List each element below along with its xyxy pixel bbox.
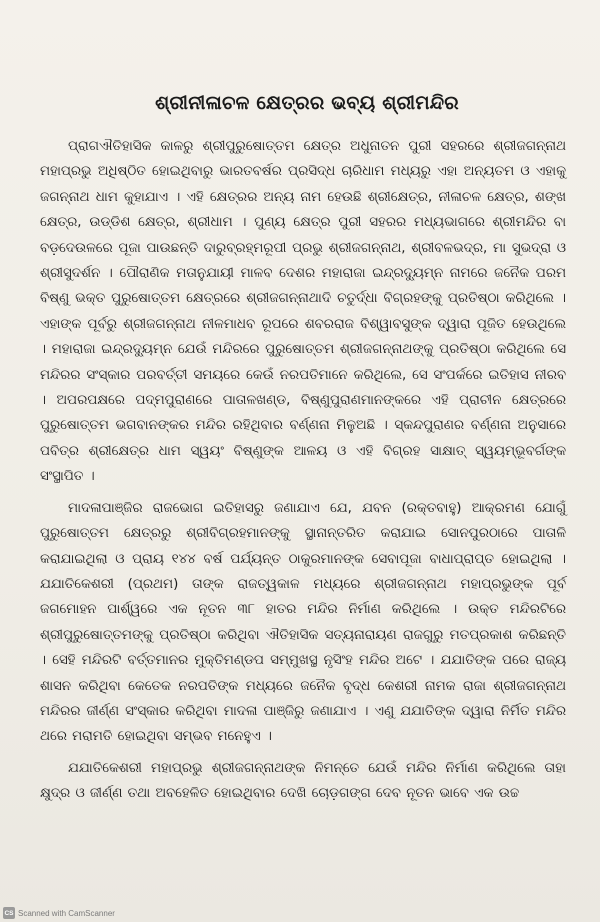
paragraph-3: ଯଯାତିକେଶରୀ ମହାପ୍ରଭୁ ଶ୍ରୀଜଗନ୍ନାଥଙ୍କ ନିମନ୍ତେ ଯେଉଁ ମନ୍ଦିର ନିର୍ମାଣ କରିଥିଲେ ତାହା କ୍ଷୁଦ୍ର ଓ ଜୀର୍ଣ୍ଣ ତଥା ଅବହେଳିତ ହୋଇଥିବାର ଦେଖି ଚୋଡ଼ଗଙ୍ଗ ଦେବ ନୂତନ ଭାବେ ଏକ ଉଚ୍ଚ [40, 760, 566, 802]
scanner-watermark-text: Scanned with CamScanner [18, 908, 115, 918]
scanner-watermark [3, 907, 115, 919]
paragraph-1: ପ୍ରାଗଐତିହାସିକ କାଳରୁ ଶ୍ରୀପୁରୁଷୋତ୍ତମ କ୍ଷେତ୍ର ଅଧୁନାତନ ପୁରୀ ସହରରେ ଶ୍ରୀଜଗନ୍ନାଥ ମହାପ୍ରଭୁ ଅଧିଷ୍ଠିତ ହୋଇଥିବାରୁ ଭାରତବର୍ଷର ପ୍ରସିଦ୍ଧ ଚାରିଧାମ ମଧ୍ୟରୁ ଏହା ଅନ୍ୟତମ ଓ ଏହାକୁ ଜଗନ୍ନାଥ ଧାମ କୁହାଯାଏ । ଏହି କ୍ଷେତ୍ରର ଅନ୍ୟ ନାମ ହେଉଛି ଶ୍ରୀକ୍ଷେତ୍ର, ନୀଳାଚଳ କ୍ଷେତ୍ର, ଶଙ୍ଖ କ୍ଷେତ୍ର, ଉଡ୍ଡିଶ କ୍ଷେତ୍ର, ଶ୍ରୀଧାମ । ପୁଣ୍ୟ କ୍ଷେତ୍ର ପୁରୀ ସହରର ମଧ୍ୟଭାଗରେ ଶ୍ରୀମନ୍ଦିର ବା ବଡ଼ଦେଉଳରେ ପୂଜା ପାଉଛନ୍ତି ଦାରୁବ୍ରହ୍ମରୂପୀ ପ୍ରଭୁ ଶ୍ରୀଜଗନ୍ନାଥ, ଶ୍ରୀବଳଭଦ୍ର, ମା ସୁଭଦ୍ରା ଓ ଶ୍ରୀସୁଦର୍ଶନ । ପୌରାଣିକ ମତାନୁଯାୟୀ ମାଳବ ଦେଶର ମହାରାଜା ଇନ୍ଦ୍ରଦ୍ୟୁମ୍ନ ନାମରେ ଜନୈକ ପରମ ବିଷ୍ଣୁ ଭକ୍ତ ପୁରୁଷୋତ୍ତମ କ୍ଷେତ୍ରରେ ଶ୍ରୀଜଗନ୍ନାଥାଦି ଚତୁର୍ଦ୍ଧା ବିଗ୍ରହଙ୍କୁ ପ୍ରତିଷ୍ଠା କରିଥିଲେ । ଏହାଙ୍କ ପୂର୍ବରୁ ଶ୍ରୀଜଗନ୍ନାଥ ନୀଳମାଧବ ରୂପରେ ଶବରରାଜ ବିଶ୍ୱାବସୁଙ୍କ ଦ୍ୱାରା ପୂଜିତ ହେଉଥିଲେ । ମହାରାଜା ଇନ୍ଦ୍ରଦ୍ୟୁମ୍ନ ଯେଉଁ ମନ୍ଦିରରେ ପୁରୁଷୋତ୍ତମ ଶ୍ରୀଜଗନ୍ନାଥଙ୍କୁ ପ୍ରତିଷ୍ଠା କରିଥିଲେ ସେ ମନ୍ଦିରର ସଂସ୍କାର ପରବର୍ତ୍ତୀ ସମୟରେ କେଉଁ ନରପତିମାନେ କରିଥିଲେ, ସେ ସଂପର୍କରେ ଇତିହାସ ନୀରବ । ଅପରପକ୍ଷରେ ପଦ୍ମପୁରାଣରେ ପାତାଳଖଣ୍ଡ, ବିଷ୍ଣୁପୁରାଣମାନଙ୍କରେ ଏହି ପ୍ରାଚୀନ କ୍ଷେତ୍ରରେ ପୁରୁଷୋତ୍ତମ ଭଗବାନଙ୍କର ମନ୍ଦିର ରହିଥିବାର ବର୍ଣ୍ଣନା ମିଳୁଅଛି । ସ୍କନ୍ଦପୁରାଣର ବର୍ଣ୍ଣନା ଅନୁସାରେ ପବିତ୍ର ଶ୍ରୀକ୍ଷେତ୍ର ଧାମ ସ୍ୱୟଂ ବିଷ୍ଣୁଙ୍କ ଆଳୟ ଓ ଏହି ବିଗ୍ରହ ସାକ୍ଷାତ୍ ସ୍ୱୟମ୍ଭୂବର୍ଗଙ୍କ ସଂସ୍ଥାପିତ । [40, 139, 566, 485]
page-title: ଶ୍ରୀନୀଳାଚଳ କ୍ଷେତ୍ରର ଭବ୍ୟ ଶ୍ରୀମନ୍ଦିର [155, 92, 459, 114]
camscanner-icon: CS [3, 907, 15, 919]
paragraph-2: ମାଦଳାପାଞ୍ଜିର ରାଜଭୋଗ ଇତିହାସରୁ ଜଣାଯାଏ ଯେ, ଯବନ (ରକ୍ତବାହୁ) ଆକ୍ରମଣ ଯୋଗୁଁ ପୁରୁଷୋତ୍ତମ କ୍ଷେତ୍ରରୁ ଶ୍ରୀବିଗ୍ରହମାନଙ୍କୁ ସ୍ଥାନାନ୍ତରିତ କରାଯାଇ ସୋନପୁରଠାରେ ପାତାଳି କରାଯାଇଥିଲା ଓ ପ୍ରାୟ ୧୪୪ ବର୍ଷ ପର୍ଯ୍ୟନ୍ତ ଠାକୁରମାନଙ୍କ ସେବାପୂଜା ବାଧାପ୍ରାପ୍ତ ହୋଇଥିଲା । ଯଯାତିକେଶରୀ (ପ୍ରଥମ) ତାଙ୍କ ରାଜତ୍ୱକାଳ ମଧ୍ୟରେ ଶ୍ରୀଜଗନ୍ନାଥ ମହାପ୍ରଭୁଙ୍କ ପୂର୍ବ ଜଗମୋହନ ପାର୍ଶ୍ୱରେ ଏକ ନୂତନ ୩୮ ହାତର ମନ୍ଦିର ନିର୍ମାଣ କରିଥିଲେ । ଉକ୍ତ ମନ୍ଦିରଟିରେ ଶ୍ରୀପୁରୁଷୋତ୍ତମଙ୍କୁ ପ୍ରତିଷ୍ଠା କରିଥିବା ଐତିହାସିକ ସତ୍ୟନାରାୟଣ ରାଜଗୁରୁ ମତପ୍ରକାଶ କରିଛନ୍ତି । ସେହି ମନ୍ଦିରଟି ବର୍ତ୍ତମାନର ମୁକ୍ତିମଣ୍ଡପ ସମ୍ମୁଖସ୍ଥ ନୃସିଂହ ମନ୍ଦିର ଅଟେ । ଯଯାତିଙ୍କ ପରେ ରାଜ୍ୟ ଶାସନ କରିଥିବା କେତେକ ନରପତିଙ୍କ ମଧ୍ୟରେ ଜନୈକ ବୃଦ୍ଧ କେଶରୀ ନାମକ ରାଜା ଶ୍ରୀଜଗନ୍ନାଥ ମନ୍ଦିରର ଜୀର୍ଣ୍ଣ ସଂସ୍କାର କରିଥିବା ମାଦଳା ପାଞ୍ଜିରୁ ଜଣାଯାଏ । ଏଣୁ ଯଯାତିଙ୍କ ଦ୍ୱାରା ନିର୍ମିତ ମନ୍ଦିର ଥରେ ମରାମତି ହୋଇଥିବା ସମ୍ଭବ ମନେହୁଏ । [40, 500, 567, 745]
